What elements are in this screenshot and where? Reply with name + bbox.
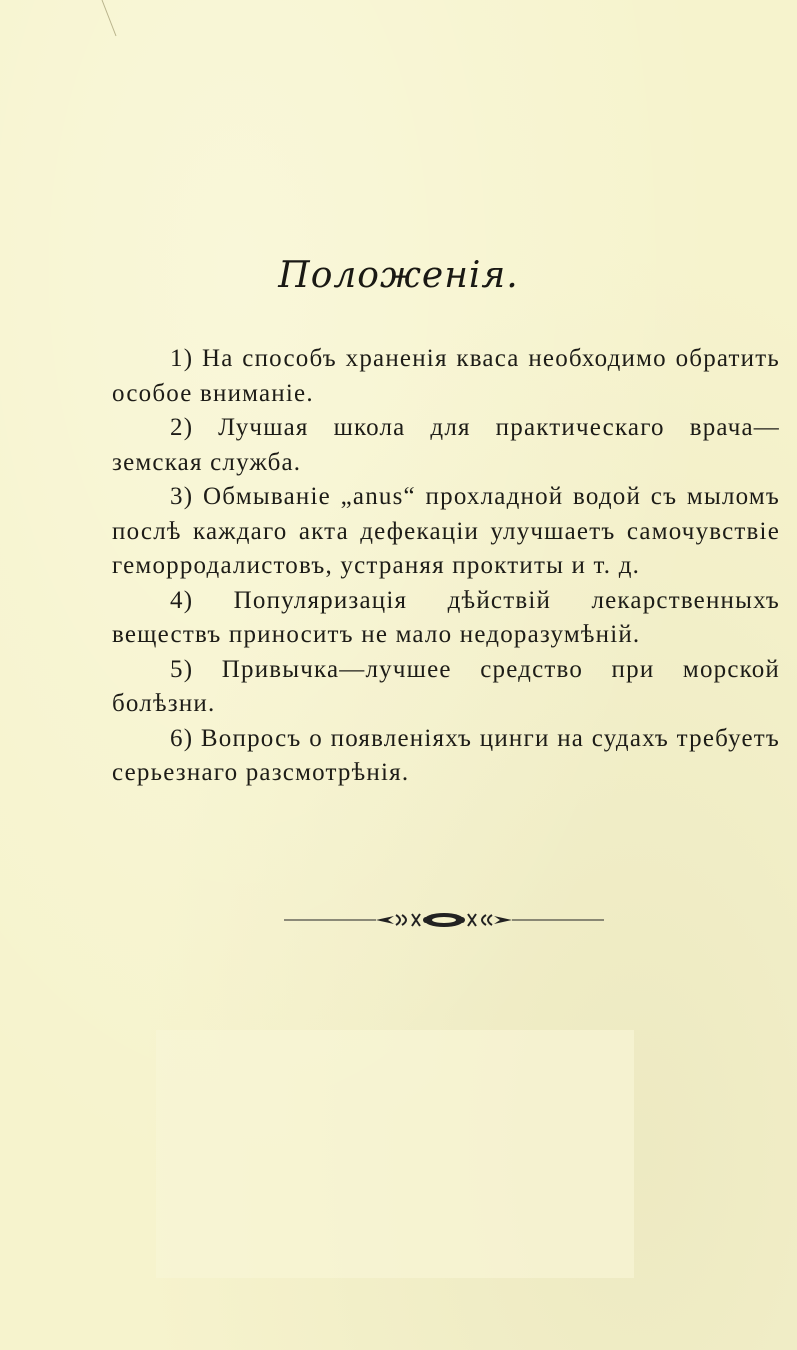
thesis-item: 1) На способъ храненія кваса необходимо обратить особое вниманіе. (112, 345, 780, 407)
blank-area (156, 1030, 634, 1278)
thesis-item: 6) Вопросъ о появленіяхъ цинги на судахъ требуетъ серьезнаго разсмотрѣнія. (112, 724, 780, 786)
thesis-item: 3) Обмываніе „anus“ прохладной водой съ мыломъ послѣ каждаго акта дефекаціи улучшаетъ самочувствіе геморродалистовъ, устраняя проктиты и т. д. (112, 483, 780, 579)
thesis-item: 5) Привычка—лучшее средство при морской болѣзни. (112, 655, 780, 717)
page-edge-mark (100, 0, 120, 40)
page-title: Положенія. (278, 255, 519, 296)
thesis-item: 2) Лучшая школа для практическаго врача— земская служба. (112, 414, 780, 476)
thesis-item: 4) Популяризація дѣйствій лекарственныхъ веществъ приноситъ не мало недоразумѣній. (112, 586, 780, 648)
theses-list (112, 342, 780, 791)
ornamental-divider (284, 905, 604, 935)
ornament-icon (284, 905, 604, 935)
